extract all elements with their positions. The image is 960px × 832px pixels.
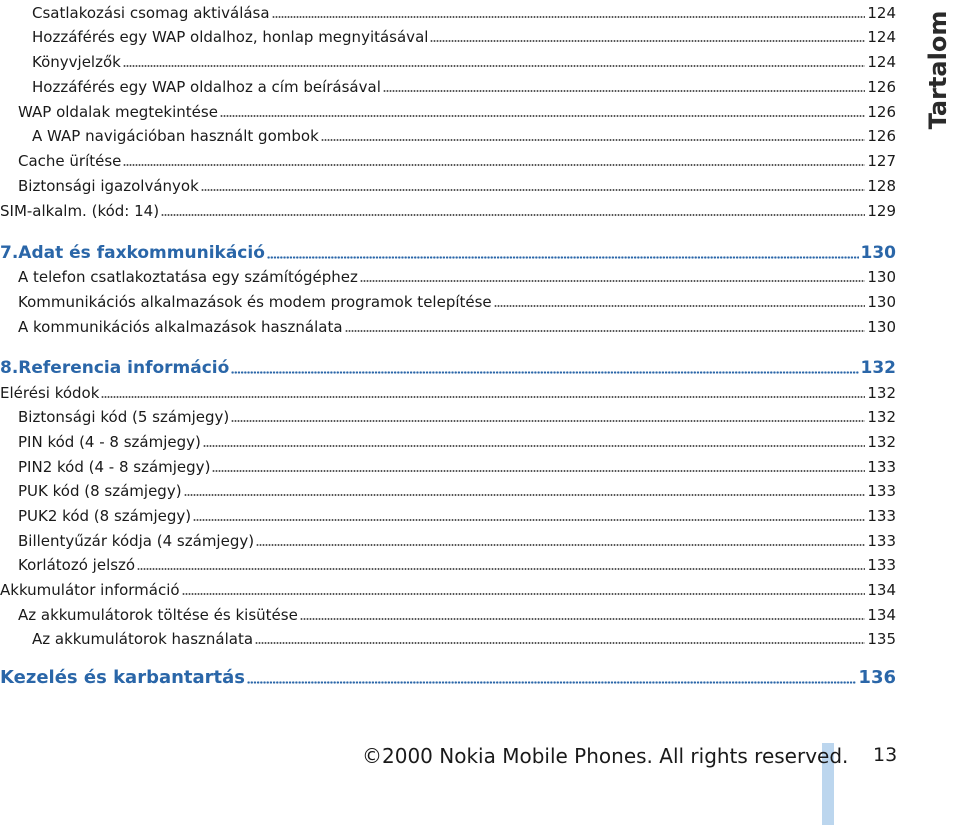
page-number: 13 <box>873 744 898 766</box>
dot-leader <box>256 544 865 546</box>
dot-leader <box>193 519 865 521</box>
toc-entry-title: A WAP navigációban használt gombok <box>32 127 319 145</box>
toc-entry-title: Korlátozó jelszó <box>18 556 136 574</box>
dot-leader <box>137 568 865 570</box>
toc-entry-page: 127 <box>867 152 896 170</box>
toc-entry-title: Cache ürítése <box>18 152 122 170</box>
dot-leader <box>231 371 858 374</box>
toc-entry-title: PIN2 kód (4 - 8 számjegy) <box>18 458 211 476</box>
toc-entry-page: 130 <box>867 318 896 336</box>
toc-entry[interactable] <box>0 315 896 339</box>
toc-entry-title: A kommunikációs alkalmazások használata <box>18 318 343 336</box>
toc-entry[interactable] <box>0 504 896 528</box>
toc-entry[interactable] <box>0 25 896 49</box>
dot-leader <box>203 445 865 447</box>
toc-entry-title: Az akkumulátorok töltése és kisütése <box>18 606 298 624</box>
dot-leader <box>231 420 865 422</box>
toc-entry-title: Könyvjelzők <box>32 53 121 71</box>
toc-entry-page: 130 <box>867 268 896 286</box>
toc-entry-page: 124 <box>867 53 896 71</box>
toc-entry-title: Kezelés és karbantartás <box>0 667 246 688</box>
toc-entry-page: 124 <box>867 28 896 46</box>
dot-leader <box>321 139 866 141</box>
toc-entry-title: 8.Referencia információ <box>0 358 230 378</box>
toc-entry-title: Biztonsági kód (5 számjegy) <box>18 408 230 426</box>
toc-entry-title: PIN kód (4 - 8 számjegy) <box>18 433 201 451</box>
toc-entry[interactable] <box>0 666 896 690</box>
toc-entry[interactable] <box>0 553 896 577</box>
side-tab-label: Tartalom <box>924 10 952 130</box>
toc-entry-title: Csatlakozási csomag aktiválása <box>32 4 270 22</box>
dot-leader <box>345 330 866 332</box>
toc-entry-title: Az akkumulátorok használata <box>32 630 254 648</box>
toc-entry[interactable] <box>0 100 896 124</box>
toc-entry-page: 133 <box>867 556 896 574</box>
toc-entry-page: 128 <box>867 177 896 195</box>
toc-entry-title: Hozzáférés egy WAP oldalhoz a cím beírásával <box>32 78 381 96</box>
toc-entry[interactable] <box>0 149 896 173</box>
toc-entry[interactable] <box>0 405 896 429</box>
toc-entry-title: 7.Adat és faxkommunikáció <box>0 243 265 263</box>
toc-entry-page: 130 <box>860 243 896 263</box>
toc-entry-title: Hozzáférés egy WAP oldalhoz, honlap megnyitásával <box>32 28 429 46</box>
dot-leader <box>220 115 865 117</box>
toc-entry-page: 126 <box>867 103 896 121</box>
toc-entry-page: 134 <box>867 581 896 599</box>
toc-entry[interactable] <box>0 578 896 602</box>
toc-entry-page: 133 <box>867 507 896 525</box>
dot-leader <box>360 280 865 282</box>
toc-entry-title: Akkumulátor információ <box>0 581 180 599</box>
dot-leader <box>123 65 866 67</box>
toc-entry-title: A telefon csatlakoztatása egy számítógéphez <box>18 268 358 286</box>
toc-entry-title: SIM-alkalm. (kód: 14) <box>0 202 160 220</box>
toc-entry-title: Kommunikációs alkalmazások és modem programok telepítése <box>18 293 492 311</box>
toc-entry-page: 136 <box>858 667 896 688</box>
toc-entry-page: 132 <box>867 408 896 426</box>
side-tab <box>918 0 958 140</box>
toc-entry[interactable] <box>0 50 896 74</box>
dot-leader <box>430 40 865 42</box>
toc-entry-page: 134 <box>867 606 896 624</box>
toc-entry[interactable] <box>0 356 896 380</box>
toc-entry-page: 132 <box>867 433 896 451</box>
toc-entry[interactable] <box>0 430 896 454</box>
toc-entry[interactable] <box>0 627 896 651</box>
toc-entry-title: PUK2 kód (8 számjegy) <box>18 507 192 525</box>
footer-copyright: ©2000 Nokia Mobile Phones. All rights reserved. <box>362 744 849 768</box>
toc-entry-title: PUK kód (8 számjegy) <box>18 482 182 500</box>
toc-entry-title: Biztonsági igazolványok <box>18 177 199 195</box>
dot-leader <box>272 16 866 18</box>
dot-leader <box>161 214 865 216</box>
toc-entry[interactable] <box>0 603 896 627</box>
toc-entry[interactable] <box>0 124 896 148</box>
toc-entry-title: Billentyűzár kódja (4 számjegy) <box>18 532 255 550</box>
toc-entry[interactable] <box>0 381 896 405</box>
dot-leader <box>383 90 865 92</box>
toc-entry[interactable] <box>0 174 896 198</box>
toc-entry[interactable] <box>0 290 896 314</box>
toc-entry-page: 135 <box>867 630 896 648</box>
toc-entry-page: 126 <box>867 78 896 96</box>
toc-entry[interactable] <box>0 529 896 553</box>
toc-entry-page: 133 <box>867 458 896 476</box>
dot-leader <box>101 396 865 398</box>
dot-leader <box>255 642 865 644</box>
dot-leader <box>300 618 866 620</box>
dot-leader <box>212 470 865 472</box>
dot-leader <box>494 305 866 307</box>
toc-entry-page: 130 <box>867 293 896 311</box>
toc-entry-page: 132 <box>867 384 896 402</box>
toc-entry-page: 124 <box>867 4 896 22</box>
dot-leader <box>184 494 866 496</box>
toc-entry-page: 126 <box>867 127 896 145</box>
toc-entry[interactable] <box>0 455 896 479</box>
toc-entry-page: 132 <box>860 358 896 378</box>
toc-entry[interactable] <box>0 199 896 223</box>
toc-entry-title: WAP oldalak megtekintése <box>18 103 218 121</box>
dot-leader <box>182 593 866 595</box>
toc-entry[interactable] <box>0 479 896 503</box>
toc-entry-page: 133 <box>867 482 896 500</box>
toc-entry-title: Elérési kódok <box>0 384 100 402</box>
toc-entry[interactable] <box>0 265 896 289</box>
toc-entry[interactable] <box>0 241 896 265</box>
dot-leader <box>247 681 856 684</box>
toc-entry-page: 129 <box>867 202 896 220</box>
dot-leader <box>201 189 866 191</box>
dot-leader <box>267 256 859 259</box>
toc-entry-page: 133 <box>867 532 896 550</box>
toc-entry[interactable] <box>0 75 896 99</box>
dot-leader <box>123 164 865 166</box>
toc-entry[interactable] <box>0 1 896 25</box>
